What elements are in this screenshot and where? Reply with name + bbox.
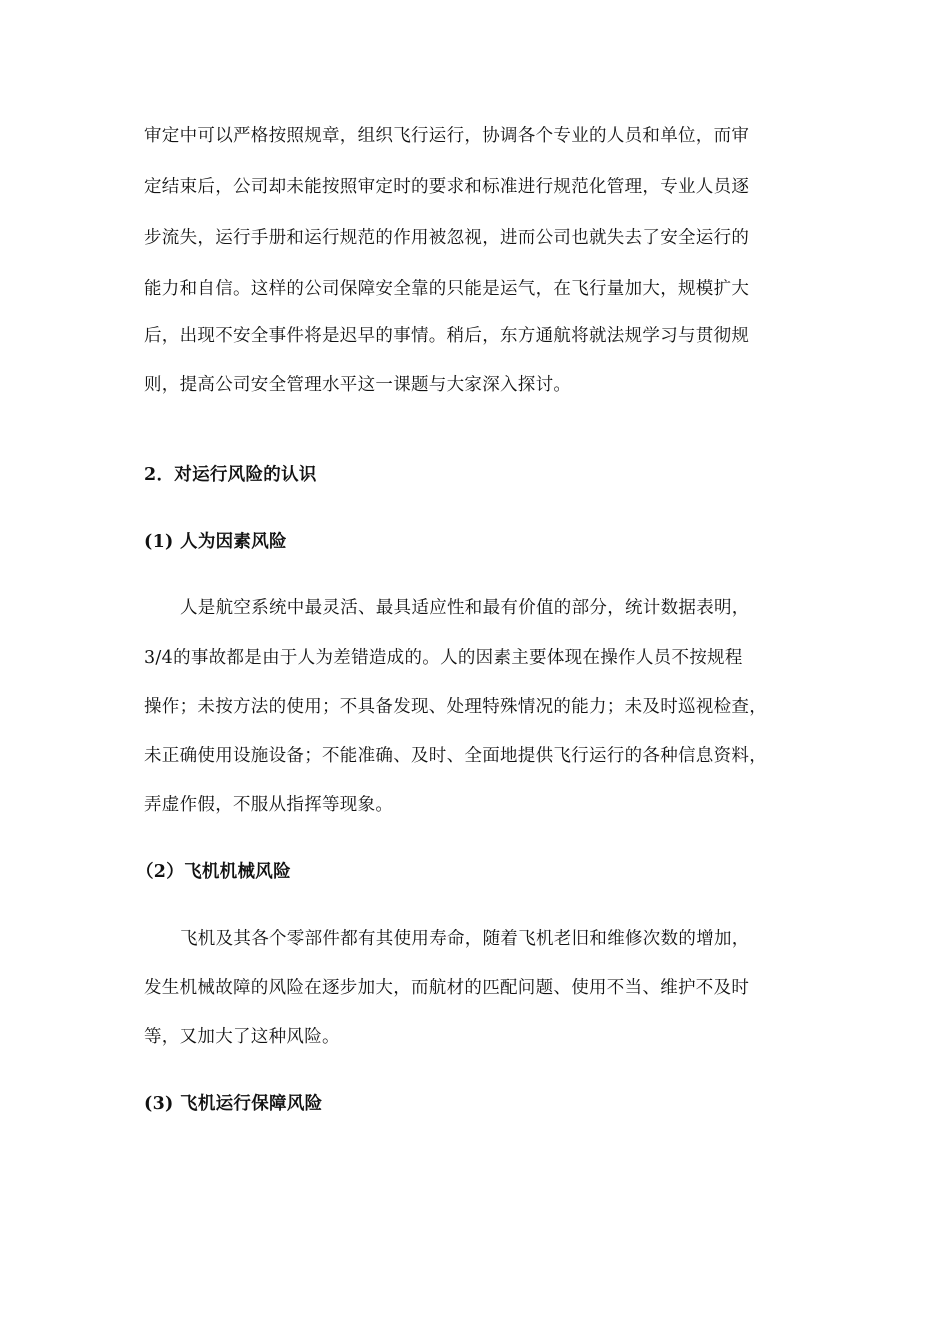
subsection-1-line-1: 人是航空系统中最灵活、最具适应性和最有价值的部分，统计数据表明， [180, 598, 750, 618]
subsection-2-line-3: 等，又加大了这种风险。 [144, 1027, 340, 1047]
paragraph-1-line-3: 步流失，运行手册和运行规范的作用被忽视，进而公司也就失去了安全运行的 [144, 228, 750, 248]
paragraph-1-line-4: 能力和自信。这样的公司保障安全靠的只能是运气，在飞行量加大，规模扩大 [144, 279, 750, 299]
subsection-1-line-5: 弄虚作假，不服从指挥等现象。 [144, 795, 394, 815]
paragraph-1-line-2: 定结束后，公司却未能按照审定时的要求和标准进行规范化管理，专业人员逐 [144, 177, 750, 197]
subsection-1-line-4: 未正确使用设施设备；不能准确、及时、全面地提供飞行运行的各种信息资料， [144, 746, 767, 766]
section-2-heading: 2．对运行风险的认识 [144, 465, 317, 485]
subsection-2-line-1: 飞机及其各个零部件都有其使用寿命，随着飞机老旧和维修次数的增加， [180, 929, 750, 949]
subsection-2-line-2: 发生机械故障的风险在逐步加大，而航材的匹配问题、使用不当、维护不及时 [144, 978, 750, 998]
subsection-1-heading: (1) 人为因素风险 [144, 532, 287, 552]
subsection-1-line-3: 操作；未按方法的使用；不具备发现、处理特殊情况的能力；未及时巡视检查， [144, 697, 767, 717]
subsection-2-heading: （2）飞机机械风险 [136, 862, 291, 882]
paragraph-1-line-1: 审定中可以严格按照规章，组织飞行运行，协调各个专业的人员和单位，而审 [144, 126, 750, 146]
subsection-1-line-2: 3/4的事故都是由于人为差错造成的。人的因素主要体现在操作人员不按规程 [144, 648, 743, 668]
paragraph-1-line-6: 则，提高公司安全管理水平这一课题与大家深入探讨。 [144, 375, 572, 395]
paragraph-1-line-5: 后，出现不安全事件将是迟早的事情。稍后，东方通航将就法规学习与贯彻规 [144, 326, 750, 346]
subsection-3-heading: (3) 飞机运行保障风险 [144, 1094, 323, 1114]
